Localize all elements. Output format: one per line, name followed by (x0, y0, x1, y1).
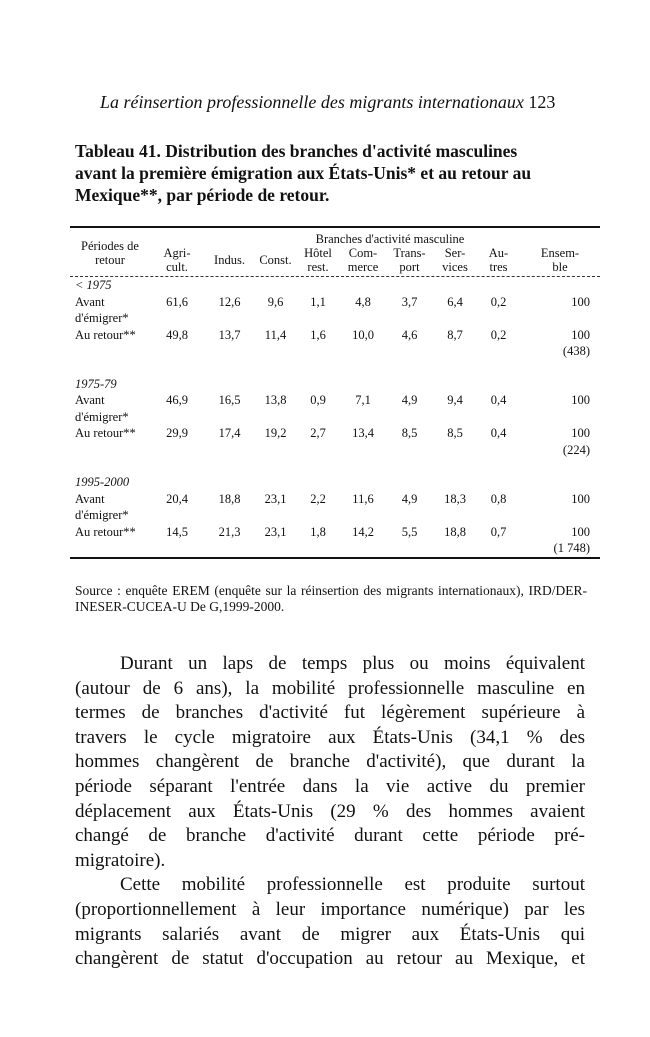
column-header-line: Ensem- (540, 246, 580, 260)
cell: 12,6 (218, 294, 241, 309)
cell (296, 343, 340, 360)
cell (150, 442, 204, 459)
body-line: Cette mobilité professionnelle est produite surtout (120, 874, 585, 896)
row-label: d'émigrer* (75, 311, 129, 325)
cell (150, 343, 204, 360)
cell: 2,7 (310, 426, 326, 440)
cell: 4,6 (401, 327, 418, 342)
cell (433, 376, 477, 393)
body-line: Durant un laps de temps plus ou moins équivalent (120, 653, 585, 674)
cell: 14,5 (166, 524, 188, 539)
cell (520, 277, 600, 294)
cell (255, 343, 296, 360)
row-label: d'émigrer* (75, 508, 129, 522)
cell (296, 409, 340, 426)
cell (433, 474, 477, 491)
cell (520, 474, 600, 491)
cell (296, 507, 340, 524)
cell: 23,1 (264, 524, 287, 539)
cell: 100 (571, 393, 590, 407)
cell: 17,4 (218, 426, 241, 440)
cell (433, 310, 477, 327)
running-head-title: La réinsertion professionnelle des migrants internationaux (100, 92, 524, 112)
cell: 0,2 (490, 327, 507, 342)
cell (150, 409, 204, 426)
cell (296, 277, 340, 294)
column-header-line: Agri- (163, 246, 191, 260)
cell: 0,9 (310, 393, 326, 407)
table-row (70, 491, 600, 508)
row-label: 1975-79 (75, 376, 117, 391)
cell (477, 409, 520, 426)
table-row (70, 540, 600, 557)
page-number: 123 (528, 92, 556, 112)
cell (150, 474, 204, 491)
cell (433, 507, 477, 524)
column-header-line: rest. (307, 260, 329, 274)
cell: 0,2 (490, 294, 507, 309)
cell: 3,7 (401, 294, 418, 309)
cell: 10,0 (352, 327, 374, 342)
cell: 5,5 (401, 524, 418, 539)
cell: 6,4 (447, 294, 463, 309)
cell: 9,4 (447, 393, 463, 407)
cell (340, 310, 386, 327)
column-header-line: Trans- (393, 246, 426, 260)
cell (204, 277, 255, 294)
table-row (70, 392, 600, 409)
group-spacer (70, 360, 600, 376)
cell (433, 409, 477, 426)
cell: 8,5 (447, 426, 463, 440)
cell (433, 277, 477, 294)
table-title-line: Tableau 41. Distribution des branches d'activité masculines (75, 141, 518, 161)
cell (520, 376, 600, 393)
cell (340, 277, 386, 294)
body-line: migratoire). (75, 849, 166, 871)
cell: 0,4 (490, 393, 507, 407)
row-label: 1995-2000 (75, 475, 130, 489)
table-row (70, 310, 600, 327)
cell: 14,2 (352, 524, 374, 539)
cell (477, 442, 520, 459)
row-label (70, 442, 150, 459)
row-header-line: retour (95, 253, 125, 267)
cell (386, 376, 433, 393)
cell: 20,4 (166, 491, 188, 506)
cell (150, 277, 204, 294)
cell (433, 540, 477, 557)
row-label: < 1975 (75, 278, 112, 292)
cell: 1,6 (310, 327, 326, 342)
cell (296, 376, 340, 393)
cell (386, 474, 433, 491)
cell: 29,9 (166, 426, 188, 440)
cell: 9,6 (267, 294, 284, 309)
cell (520, 409, 600, 426)
cell (340, 442, 386, 459)
table-row (70, 524, 600, 541)
cell: 46,9 (166, 393, 188, 407)
body-line: (proportionnellement à leur importance numérique) par les (75, 898, 585, 920)
period-row (70, 376, 600, 393)
table-header (70, 228, 600, 276)
cell (477, 376, 520, 393)
cell: 11,4 (264, 327, 287, 342)
cell: 100 (571, 327, 590, 342)
row-label (70, 540, 150, 557)
cell (340, 343, 386, 360)
cell (150, 507, 204, 524)
cell (204, 409, 255, 426)
cell (255, 507, 296, 524)
table-title-line: Mexique**, par période de retour. (75, 185, 330, 205)
cell: 13,7 (218, 327, 241, 342)
body-line: travers le cycle migratoire aux États-Unis (34,1 % des (75, 726, 585, 748)
row-label (70, 343, 150, 360)
body-line: changé de branche d'activité durant cette période pré- (75, 825, 585, 847)
cell: 16,5 (218, 393, 241, 407)
period-row (70, 474, 600, 491)
cell (477, 474, 520, 491)
sample-size: (438) (562, 344, 590, 358)
cell (477, 507, 520, 524)
cell (386, 343, 433, 360)
cell (204, 474, 255, 491)
row-label: Avant (75, 491, 105, 506)
table-row (70, 425, 600, 442)
column-header-line: Com- (348, 246, 378, 260)
cell (204, 442, 255, 459)
cell: 100 (571, 524, 590, 539)
table-row (70, 442, 600, 459)
column-header-line: Indus. (214, 253, 245, 267)
cell (340, 540, 386, 557)
cell (204, 507, 255, 524)
cell (477, 343, 520, 360)
cell (386, 310, 433, 327)
cell: 0,8 (490, 491, 507, 506)
running-head (100, 92, 590, 113)
row-label: d'émigrer* (75, 409, 129, 424)
cell: 8,5 (401, 426, 418, 440)
cell: 49,8 (166, 327, 188, 342)
cell: 0,4 (490, 426, 507, 440)
cell: 4,9 (401, 491, 418, 506)
cell (204, 343, 255, 360)
group-spacer (70, 458, 600, 474)
row-label: Au retour** (75, 426, 136, 440)
cell (296, 310, 340, 327)
table-row (70, 294, 600, 311)
cell: 4,8 (355, 294, 371, 309)
cell (204, 310, 255, 327)
cell (340, 409, 386, 426)
cell (386, 409, 433, 426)
body-line: migrants salariés avant de migrer aux États-Unis qui (75, 923, 585, 945)
table-title-line: avant la première émigration aux États-Unis* et au retour au (75, 163, 532, 183)
row-header (70, 228, 150, 276)
cell (477, 277, 520, 294)
cell (150, 540, 204, 557)
row-label: Avant (75, 294, 105, 309)
column-header-line: Hôtel (304, 246, 332, 260)
cell (520, 507, 600, 524)
cell: 8,7 (447, 327, 463, 342)
cell: 100 (571, 491, 590, 506)
column-header-line: Au- (488, 246, 509, 260)
cell (296, 474, 340, 491)
cell: 13,4 (352, 426, 374, 440)
cell: 2,2 (310, 491, 326, 506)
cell (255, 277, 296, 294)
row-header-line: Périodes de (81, 239, 139, 253)
cell (255, 409, 296, 426)
cell: 61,6 (166, 294, 188, 309)
cell: 1,1 (310, 294, 326, 309)
cell (433, 442, 477, 459)
column-header-line: Const. (259, 253, 292, 267)
cell: 18,8 (218, 491, 241, 506)
cell (477, 310, 520, 327)
cell: 100 (571, 294, 590, 309)
cell (520, 310, 600, 327)
table-title (75, 140, 585, 206)
table-source: Source : enquête EREM (enquête sur la réinsertion des migrants internationaux), IRD/DER-INESER-CUCEA-U De G,1999-2000. (75, 583, 587, 614)
body-line: déplacement aux États-Unis (29 % des hommes avaient (75, 800, 585, 822)
cell (386, 507, 433, 524)
column-header-line: merce (347, 260, 379, 274)
body-line: (autour de 6 ans), la mobilité professionnelle masculine en (75, 677, 585, 699)
column-header (150, 228, 204, 276)
body-line: changèrent de statut d'occupation au retour au Mexique, et (75, 948, 585, 970)
table-row (70, 507, 600, 524)
cell (386, 442, 433, 459)
cell (296, 540, 340, 557)
cell: 100 (571, 426, 590, 440)
table-row (70, 327, 600, 344)
table-row (70, 343, 600, 360)
row-label: Au retour** (75, 524, 136, 539)
cell (255, 442, 296, 459)
row-label: Au retour** (75, 327, 136, 342)
body-line: période séparant l'entrée dans la vie active du premier (75, 775, 585, 797)
cell: 11,6 (352, 491, 374, 506)
cell (150, 310, 204, 327)
cell: 18,3 (444, 491, 466, 506)
body-text (75, 652, 585, 972)
table-body (70, 277, 600, 557)
cell (296, 442, 340, 459)
table-row (70, 409, 600, 426)
cell (255, 376, 296, 393)
cell (340, 474, 386, 491)
sample-size: (1 748) (553, 541, 590, 555)
cell: 18,8 (444, 524, 466, 539)
cell (204, 376, 255, 393)
body-line: hommes changèrent de branche d'activité), que durant la (75, 751, 585, 773)
data-table (70, 226, 600, 559)
cell: 23,1 (264, 491, 287, 506)
cell (477, 540, 520, 557)
cell (150, 376, 204, 393)
cell: 1,8 (310, 524, 326, 539)
cell: 0,7 (490, 524, 507, 539)
cell (255, 540, 296, 557)
column-header-line: ble (552, 260, 568, 274)
cell: 13,8 (264, 393, 287, 407)
cell: 21,3 (218, 524, 241, 539)
column-header-line: Ser- (444, 246, 466, 260)
cell (386, 540, 433, 557)
column-header-line: vices (442, 260, 468, 274)
period-row (70, 277, 600, 294)
group-header: Branches d'activité masculine (315, 232, 465, 246)
cell (386, 277, 433, 294)
cell: 7,1 (355, 393, 371, 407)
column-header-line: port (399, 260, 420, 274)
row-label: Avant (75, 393, 105, 407)
cell (433, 343, 477, 360)
column-header-line: cult. (166, 260, 188, 274)
cell (204, 540, 255, 557)
cell (255, 310, 296, 327)
cell: 19,2 (264, 426, 287, 440)
sample-size: (224) (562, 442, 590, 457)
cell (340, 376, 386, 393)
cell (255, 474, 296, 491)
table-bottom-rule (70, 557, 600, 559)
column-header-line: tres (489, 260, 508, 274)
cell: 4,9 (401, 393, 418, 407)
cell (340, 507, 386, 524)
body-line: termes de branches d'activité fut légèrement supérieure à (75, 702, 585, 724)
